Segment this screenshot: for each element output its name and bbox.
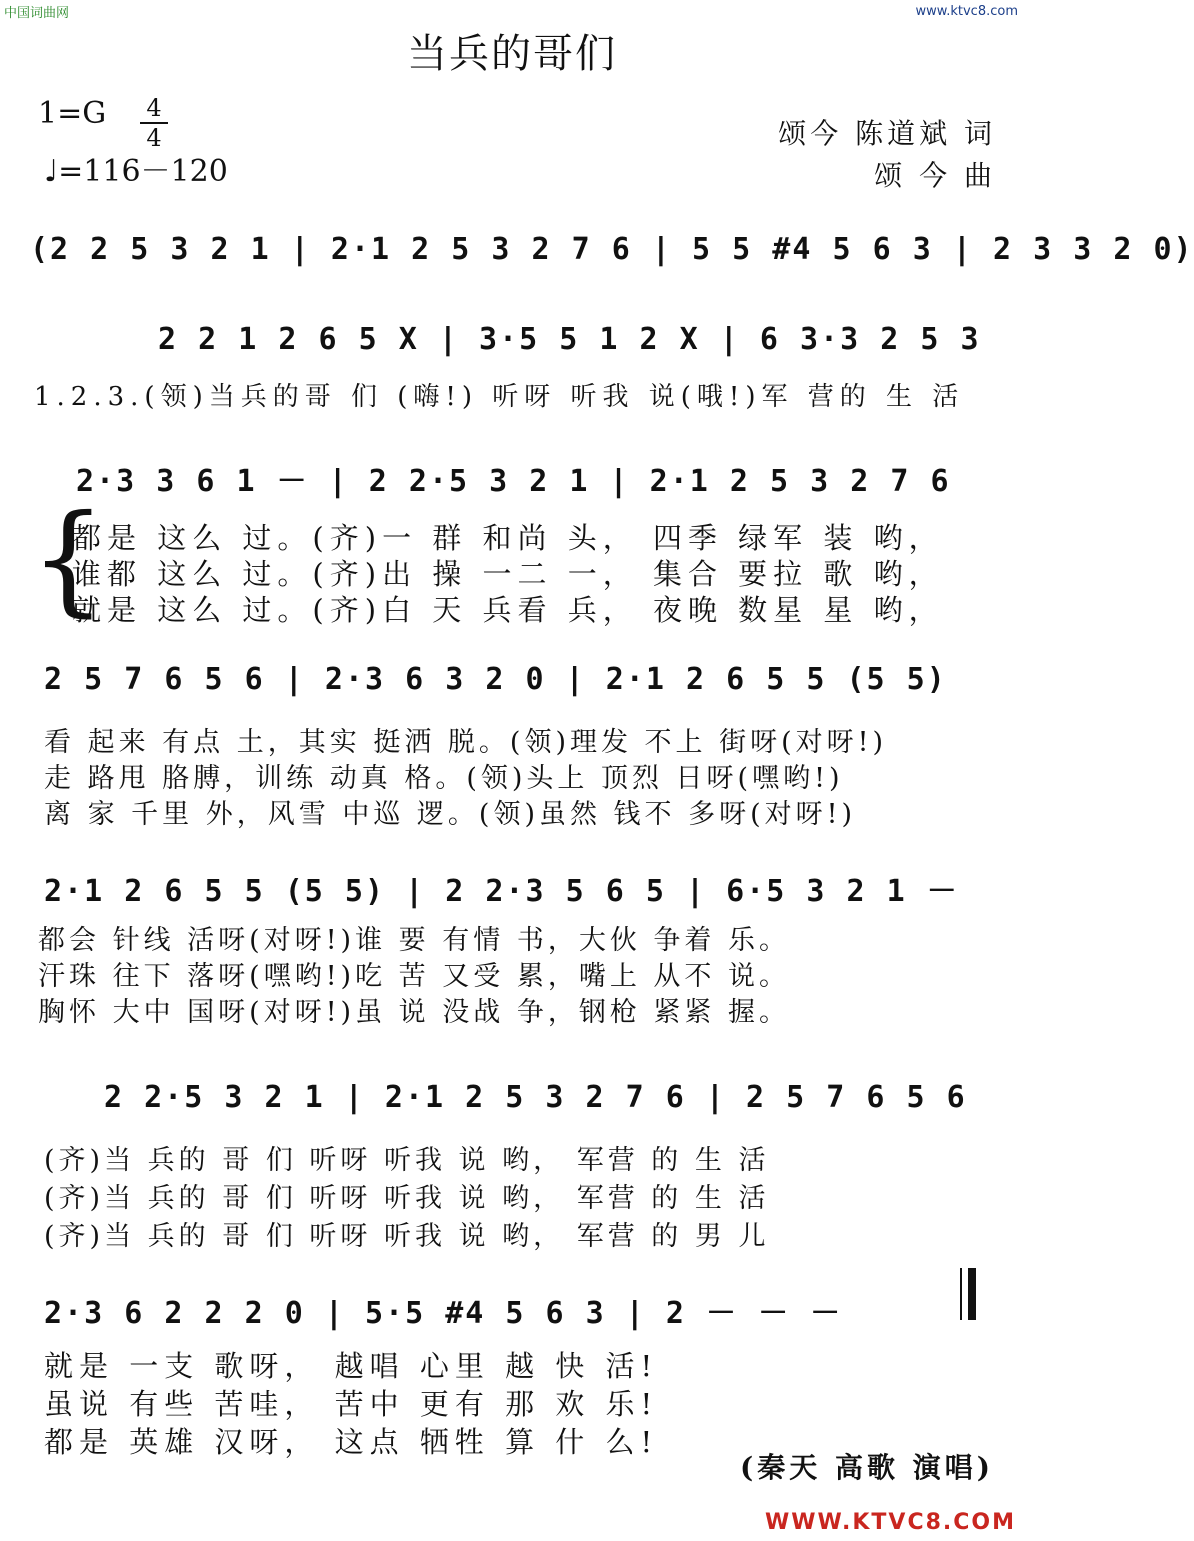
system-1-notes: 2 2 1 2 6 5 X | 3·5 5 1 2 X | 6 3·3 2 5 3 <box>158 322 981 357</box>
system-2-lyric-1: 都是 这么 过。(齐)一 群 和尚 头， 四季 绿军 装 哟， <box>72 521 944 555</box>
system-5-lyric-2: (齐)当 兵的 哥 们 听呀 听我 说 哟， 军营 的 生 活 <box>44 1183 770 1214</box>
final-barline-thick <box>968 1268 976 1320</box>
system-3-lyric-3: 离 家 千里 外，风雪 中巡 逻。(领)虽然 钱不 多呀(对呀!) <box>44 799 857 830</box>
system-5-lyric-1: (齐)当 兵的 哥 们 听呀 听我 说 哟， 军营 的 生 活 <box>44 1145 770 1176</box>
system-4-lyric-3: 胸怀 大中 国呀(对呀!)虽 说 没战 争，钢枪 紧紧 握。 <box>38 997 790 1028</box>
time-signature <box>134 96 174 150</box>
system-3-notes: 2 5 7 6 5 6 | 2·3 6 3 2 0 | 2·1 2 6 5 5 (5 5) <box>44 662 947 697</box>
time-signature-top: 4 <box>146 94 162 122</box>
system-2-lyric-3: 就是 这么 过。(齐)白 天 兵看 兵， 夜晚 数星 星 哟， <box>72 593 944 627</box>
page-title: 当兵的哥们 <box>407 31 617 77</box>
watermark-right: www.ktvc8.com <box>915 4 1018 19</box>
system-4-lyric-2: 汗珠 往下 落呀(嘿哟!)吃 苦 又受 累，嘴上 从不 说。 <box>38 961 790 992</box>
footer-watermark: WWW.KTVC8.COM <box>765 1510 1016 1535</box>
key-signature: 1=G <box>38 96 107 131</box>
system-4-lyric-1: 都会 针线 活呀(对呀!)谁 要 有情 书，大伙 争着 乐。 <box>38 925 790 956</box>
system-5-notes: 2 2·5 3 2 1 | 2·1 2 5 3 2 7 6 | 2 5 7 6 5 6 <box>104 1080 967 1115</box>
system-5-lyric-3: (齐)当 兵的 哥 们 听呀 听我 说 哟， 军营 的 男 儿 <box>44 1221 770 1252</box>
system-2-notes: 2·3 3 6 1 － | 2 2·5 3 2 1 | 2·1 2 5 3 2 7 6 <box>76 464 951 499</box>
system-6-lyric-2: 虽说 有些 苦哇， 苦中 更有 那 欢 乐! <box>44 1387 659 1421</box>
system-3-lyric-2: 走 路甩 胳膊，训练 动真 格。(领)头上 顶烈 日呀(嘿哟!) <box>44 763 844 794</box>
system-6-lyric-3: 都是 英雄 汉呀， 这点 牺牲 算 什 么! <box>44 1425 659 1459</box>
composer-credit: 颂 今 曲 <box>874 159 996 192</box>
system-3-lyric-1: 看 起来 有点 土，其实 挺洒 脱。(领)理发 不上 街呀(对呀!) <box>44 727 888 758</box>
watermark-left: 中国词曲网 <box>4 6 70 21</box>
time-signature-bottom: 4 <box>146 124 162 152</box>
system-2-lyric-2: 谁都 这么 过。(齐)出 操 一二 一， 集合 要拉 歌 哟， <box>72 557 944 591</box>
lyricist-credit: 颂今 陈道斌 词 <box>778 117 996 150</box>
singer-credit: (秦天 高歌 演唱) <box>740 1451 994 1484</box>
intro-notes: (2 2 5 3 2 1 | 2·1 2 5 3 2 7 6 | 5 5 #4 5 6 3 | 2 3 3 2 0) <box>30 232 1194 267</box>
tempo-marking: ♩=116－120 <box>44 154 228 189</box>
final-barline-thin <box>960 1268 962 1320</box>
system-6-notes: 2·3 6 2 2 2 0 | 5·5 #4 5 6 3 | 2 － － － <box>44 1296 843 1331</box>
system-1-lyric-1: 1.2.3.(领)当兵的哥 们 (嗨!) 听呀 听我 说(哦!)军 营的 生 活 <box>34 382 965 412</box>
verse-brace: { <box>30 490 107 629</box>
system-4-notes: 2·1 2 6 5 5 (5 5) | 2 2·3 5 6 5 | 6·5 3 2 1 － <box>44 874 959 909</box>
system-6-lyric-1: 就是 一支 歌呀， 越唱 心里 越 快 活! <box>44 1349 659 1383</box>
